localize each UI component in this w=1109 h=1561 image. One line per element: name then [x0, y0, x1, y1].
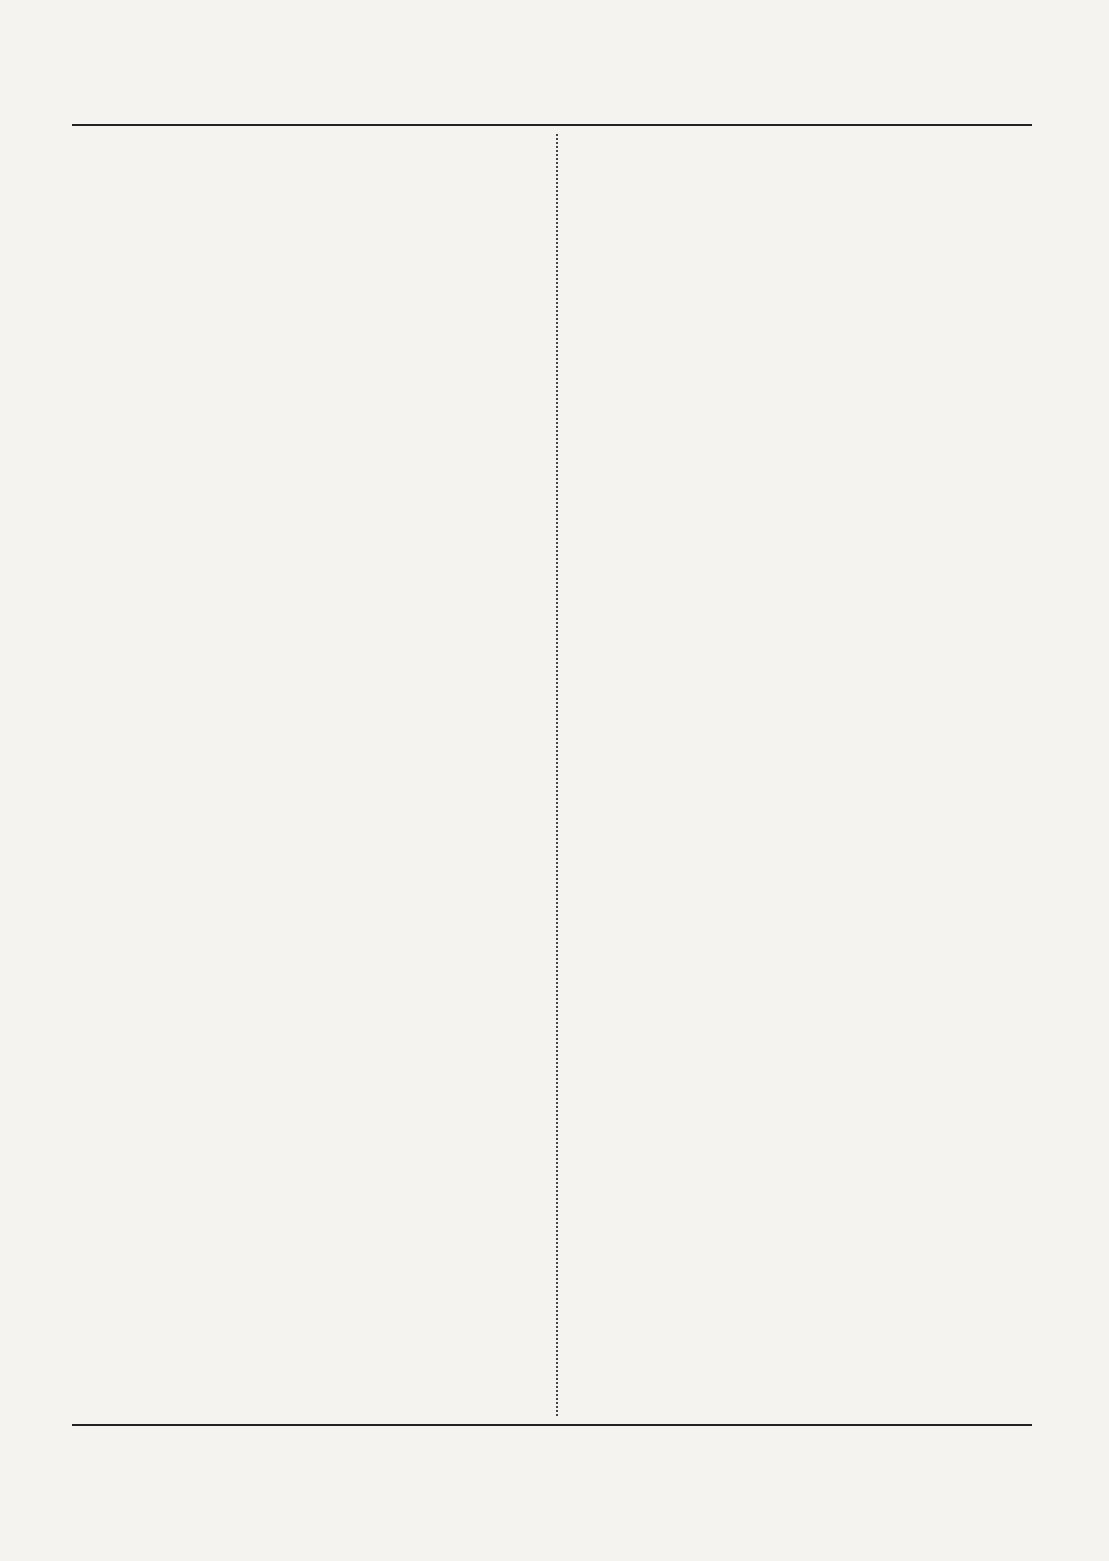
footer-rule: [72, 1424, 1032, 1426]
column-divider: [556, 134, 558, 1416]
header-rule: [72, 124, 1032, 126]
